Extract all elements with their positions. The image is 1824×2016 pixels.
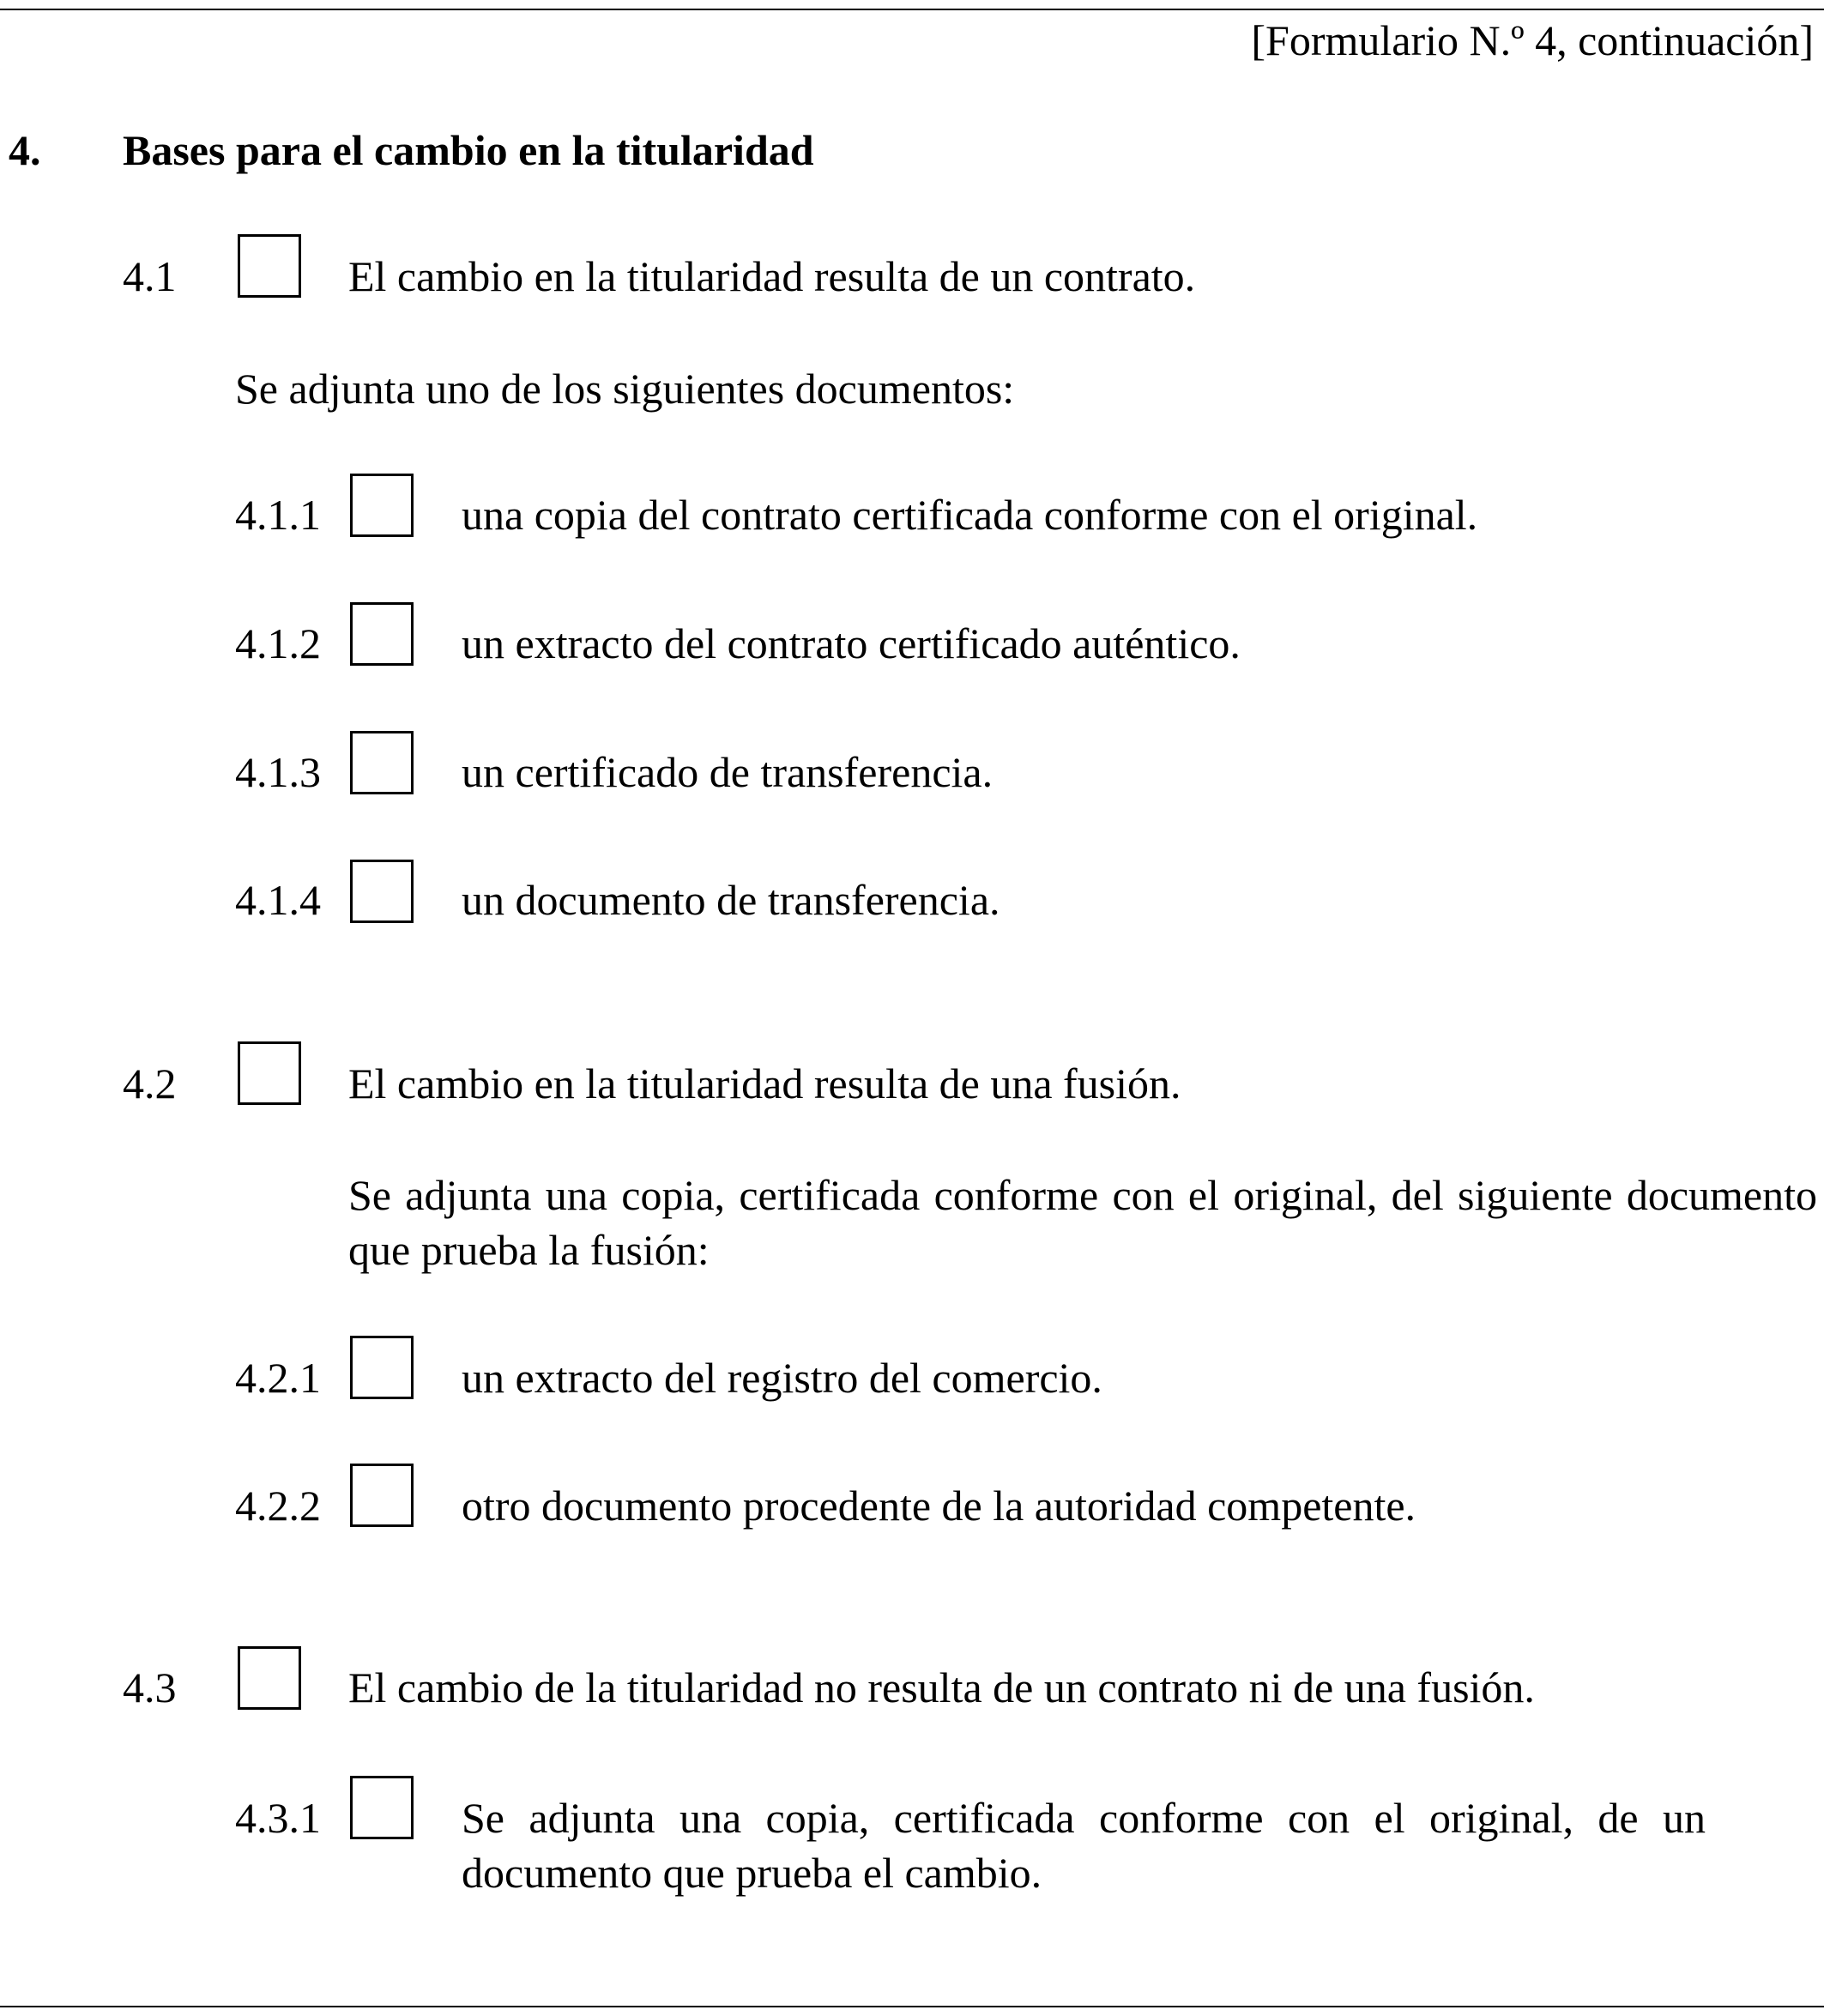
item-4-2-number: 4.2 — [123, 1059, 177, 1108]
option-4-1-2-number: 4.1.2 — [235, 619, 321, 667]
item-4-2-intro: Se adjunta una copia, certificada conforme con el original, del siguiente documento que prueba la fusión: — [348, 1171, 1817, 1274]
option-4-2-2-checkbox[interactable] — [350, 1464, 414, 1527]
top-rule — [0, 9, 1824, 10]
option-4-1-1-text: una copia del contrato certificada conforme con el original. — [462, 491, 1478, 539]
bottom-rule — [0, 2006, 1824, 2007]
item-4-3-number: 4.3 — [123, 1663, 177, 1711]
option-4-1-4-text: un documento de transferencia. — [462, 876, 1000, 924]
option-4-1-2-checkbox[interactable] — [350, 602, 414, 666]
item-4-2-checkbox[interactable] — [238, 1041, 301, 1105]
option-4-1-1-checkbox[interactable] — [350, 474, 414, 537]
option-4-3-1-number: 4.3.1 — [235, 1794, 321, 1842]
option-4-2-1-checkbox[interactable] — [350, 1336, 414, 1399]
item-4-3-text: El cambio de la titularidad no resulta de un contrato ni de una fusión. — [348, 1663, 1535, 1711]
item-4-1-intro: Se adjunta uno de los siguientes documentos: — [235, 365, 1015, 413]
option-4-1-1-number: 4.1.1 — [235, 491, 321, 539]
option-4-1-4-number: 4.1.4 — [235, 876, 321, 924]
item-4-1-number: 4.1 — [123, 252, 177, 300]
option-4-2-1-text: un extracto del registro del comercio. — [462, 1354, 1102, 1402]
option-4-1-3-text: un certificado de transferencia. — [462, 748, 994, 796]
option-4-3-1-text: Se adjunta una copia, certificada conforme con el original, de un documento que prueba el cambio. — [462, 1794, 1706, 1897]
item-4-1-text: El cambio en la titularidad resulta de un contrato. — [348, 252, 1196, 300]
item-4-2-text: El cambio en la titularidad resulta de una fusión. — [348, 1059, 1181, 1108]
option-4-1-3-checkbox[interactable] — [350, 731, 414, 794]
item-4-1-checkbox[interactable] — [238, 234, 301, 298]
option-4-1-3-number: 4.1.3 — [235, 748, 321, 796]
option-4-2-2-number: 4.2.2 — [235, 1482, 321, 1530]
option-4-2-1-number: 4.2.1 — [235, 1354, 321, 1402]
option-4-1-2-text: un extracto del contrato certificado auténtico. — [462, 619, 1241, 667]
option-4-1-4-checkbox[interactable] — [350, 860, 414, 923]
section-title: Bases para el cambio en la titularidad — [123, 126, 814, 174]
option-4-3-1-checkbox[interactable] — [350, 1776, 414, 1839]
item-4-3-checkbox[interactable] — [238, 1646, 301, 1710]
section-number: 4. — [9, 126, 41, 174]
option-4-2-2-text: otro documento procedente de la autoridad competente. — [462, 1482, 1416, 1530]
form-continuation-label: [Formulario N.º 4, continuación] — [1251, 16, 1814, 64]
